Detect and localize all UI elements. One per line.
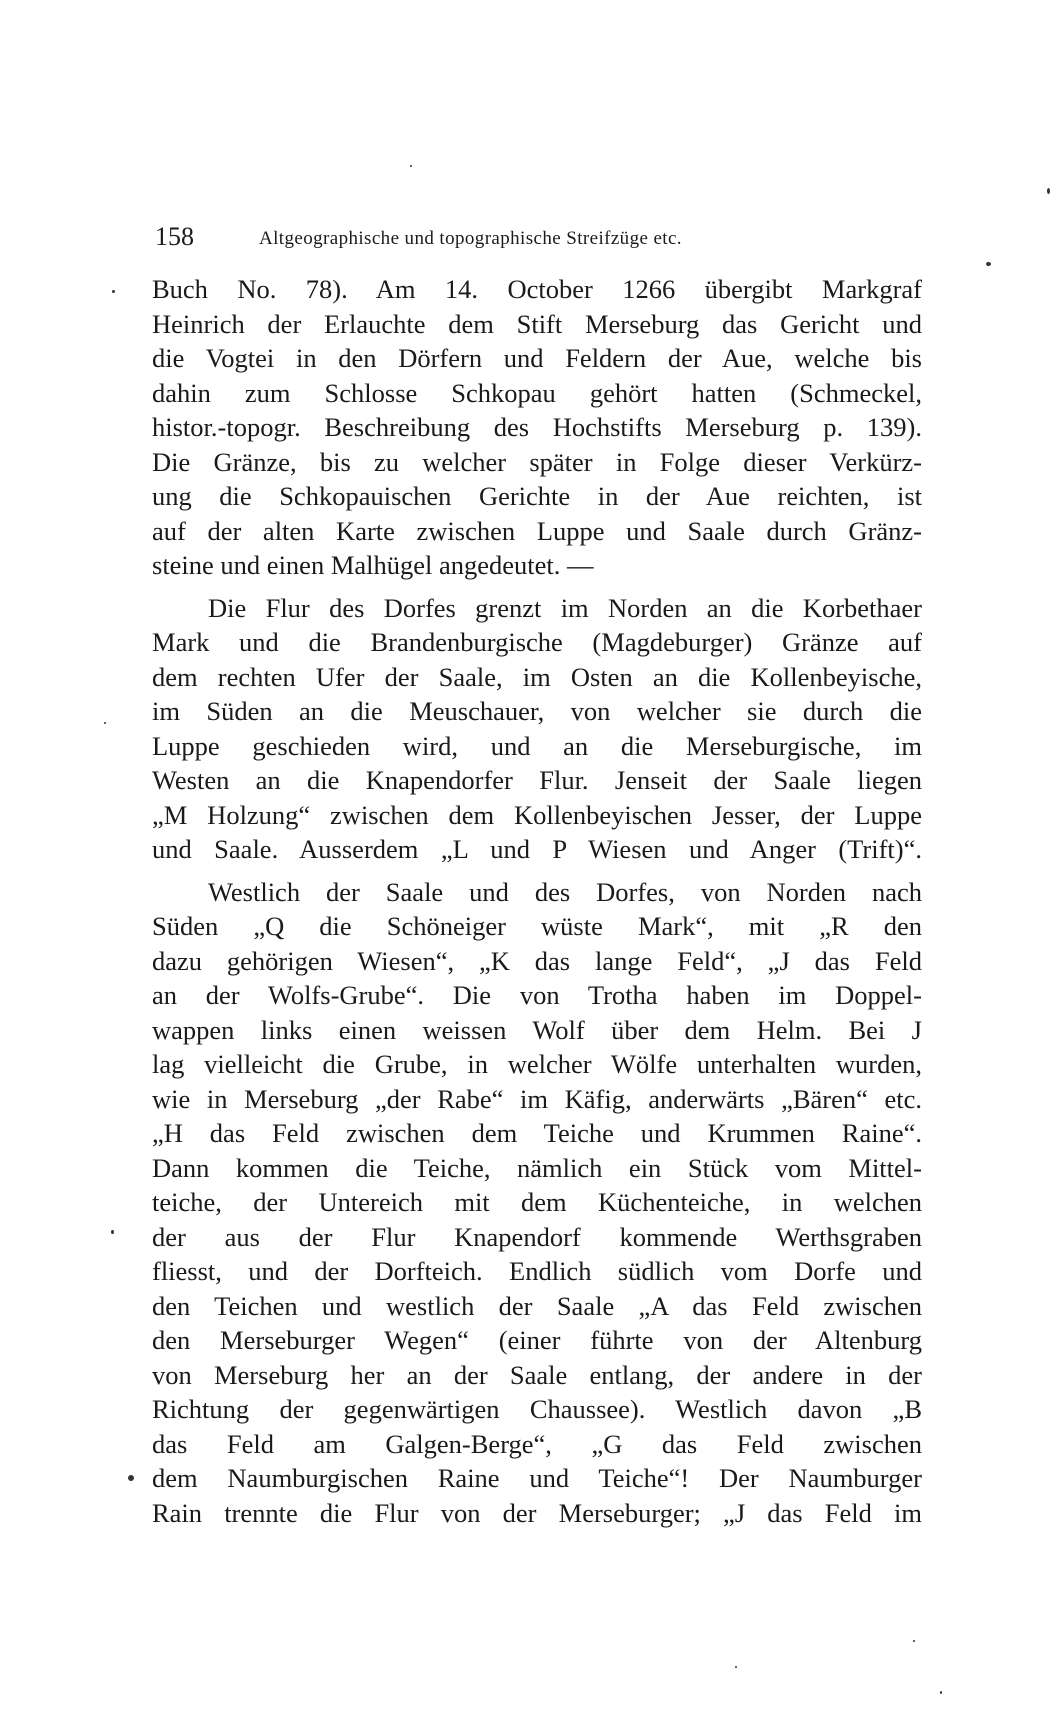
scan-speck	[735, 1666, 737, 1668]
text-line: fliesst, und der Dorfteich. Endlich südlich vom Dorfe und	[152, 1256, 922, 1286]
text-line: an der Wolfs-Grube“. Die von Trotha haben im Doppel-	[152, 980, 922, 1010]
text-line: Westlich der Saale und des Dorfes, von Norden nach	[208, 876, 922, 907]
scan-speck	[913, 1640, 915, 1642]
text-line: den Merseburger Wegen“ (einer führte von der Altenburg	[152, 1325, 922, 1355]
text-line: histor.-topogr. Beschreibung des Hochstifts Merseburg p. 139).	[152, 412, 922, 442]
scan-speck	[112, 290, 115, 293]
scan-speck	[128, 1475, 134, 1481]
text-line: die Vogtei in den Dörfern und Feldern der Aue, welche bis	[152, 343, 922, 373]
text-line: steine und einen Malhügel angedeutet. —	[152, 550, 594, 580]
body-text	[152, 272, 922, 1538]
scan-speck	[104, 722, 106, 724]
scan-speck	[1047, 188, 1050, 194]
scan-speck	[410, 165, 412, 167]
text-line: Süden „Q die Schöneiger wüste Mark“, mit „R den	[152, 911, 922, 941]
text-line: Luppe geschieden wird, und an die Merseburgische, im	[152, 730, 922, 761]
page-number: 158	[155, 222, 194, 251]
text-line: der aus der Flur Knapendorf kommende Werthsgraben	[152, 1221, 922, 1252]
text-line: „M Holzung“ zwischen dem Kollenbeyischen Jesser, der Luppe	[152, 799, 922, 830]
scan-speck	[986, 262, 991, 266]
text-line: wie in Merseburg „der Rabe“ im Käfig, anderwärts „Bären“ etc.	[152, 1083, 922, 1114]
text-line: Die Flur des Dorfes grenzt im Norden an die Korbethaer	[208, 592, 922, 623]
scan-speck	[111, 1230, 114, 1234]
text-line: und Saale. Ausserdem „L und P Wiesen und Anger (Trift)“.	[152, 834, 922, 864]
running-title: Altgeographische und topographische Streifzüge etc.	[259, 228, 682, 249]
text-line: dazu gehörigen Wiesen“, „K das lange Feld“, „J das Feld	[152, 945, 922, 976]
text-line: den Teichen und westlich der Saale „A das Feld zwischen	[152, 1290, 922, 1321]
text-line: Mark und die Brandenburgische (Magdeburger) Gränze auf	[152, 627, 922, 657]
text-line: Buch No. 78). Am 14. October 1266 übergibt Markgraf	[152, 274, 922, 304]
text-line: Westen an die Knapendorfer Flur. Jenseit der Saale liegen	[152, 765, 922, 795]
text-line: Richtung der gegenwärtigen Chaussee). Westlich davon „B	[152, 1394, 922, 1424]
text-line: dem Naumburgischen Raine und Teiche“! Der Naumburger	[152, 1463, 922, 1493]
text-line: im Süden an die Meuschauer, von welcher sie durch die	[152, 696, 922, 726]
paragraph-2	[152, 591, 922, 867]
text-line: wappen links einen weissen Wolf über dem Helm. Bei J	[152, 1014, 922, 1045]
text-line: dahin zum Schlosse Schkopau gehört hatten (Schmeckel,	[152, 377, 922, 408]
text-line: das Feld am Galgen-Berge“, „G das Feld zwischen	[152, 1428, 922, 1459]
paragraph-3	[152, 875, 922, 1531]
text-line: auf der alten Karte zwischen Luppe und Saale durch Gränz-	[152, 515, 922, 546]
text-line: Rain trennte die Flur von der Merseburger; „J das Feld im	[152, 1497, 922, 1528]
text-line: dem rechten Ufer der Saale, im Osten an die Kollenbeyische,	[152, 661, 922, 692]
text-line: von Merseburg her an der Saale entlang, der andere in der	[152, 1359, 922, 1390]
text-line: teiche, der Untereich mit dem Küchenteiche, in welchen	[152, 1187, 922, 1217]
paragraph-1	[152, 272, 922, 583]
text-line: „H das Feld zwischen dem Teiche und Krummen Raine“.	[152, 1118, 922, 1148]
text-line: Die Gränze, bis zu welcher später in Folge dieser Verkürz-	[152, 446, 922, 477]
scan-speck	[940, 1691, 942, 1694]
page-header	[155, 222, 915, 262]
text-line: lag vielleicht die Grube, in welcher Wölfe unterhalten wurden,	[152, 1049, 922, 1079]
text-line: ung die Schkopauischen Gerichte in der Aue reichten, ist	[152, 481, 922, 511]
text-line: Dann kommen die Teiche, nämlich ein Stück vom Mittel-	[152, 1152, 922, 1183]
text-line: Heinrich der Erlauchte dem Stift Merseburg das Gericht und	[152, 308, 922, 339]
